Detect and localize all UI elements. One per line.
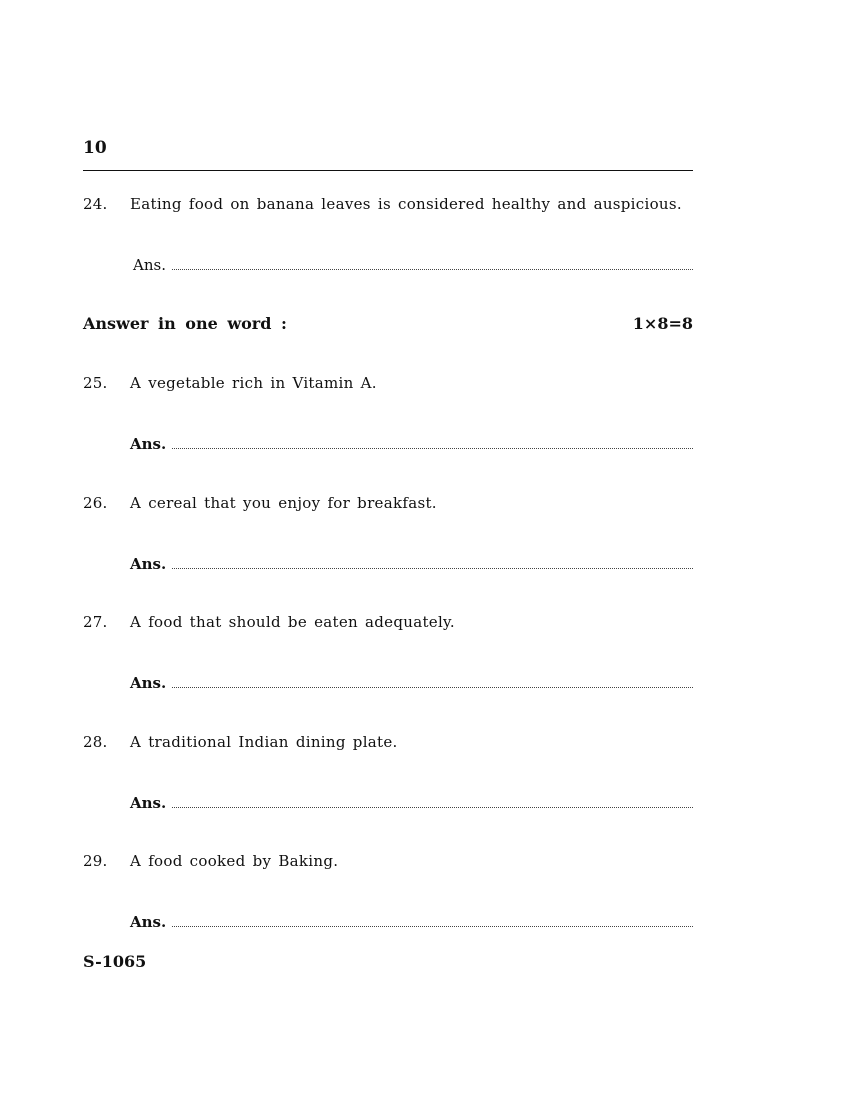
- question-27-answer-line[interactable]: [130, 672, 693, 692]
- answer-label: Ans.: [130, 913, 167, 931]
- question-24-text: Eating food on banana leaves is considered healthy and auspicious.: [130, 195, 682, 213]
- answer-dotted-line: [172, 269, 693, 270]
- question-24-number: 24.: [83, 195, 108, 213]
- answer-dotted-line: [172, 807, 693, 808]
- answer-label: Ans.: [130, 435, 167, 453]
- question-29-number: 29.: [83, 852, 108, 870]
- question-27-text: A food that should be eaten adequately.: [130, 613, 455, 631]
- question-25-text: A vegetable rich in Vitamin A.: [130, 374, 377, 392]
- answer-dotted-line: [172, 687, 693, 688]
- question-28-text: A traditional Indian dining plate.: [130, 733, 398, 751]
- question-29-answer-line[interactable]: [130, 911, 693, 931]
- section-marks: 1×8=8: [632, 314, 693, 333]
- paper-code: S-1065: [83, 952, 147, 971]
- question-28-answer-line[interactable]: [130, 792, 693, 812]
- answer-label: Ans.: [133, 256, 166, 274]
- answer-dotted-line: [172, 448, 693, 449]
- answer-label: Ans.: [130, 794, 167, 812]
- answer-label: Ans.: [130, 674, 167, 692]
- question-26-number: 26.: [83, 494, 108, 512]
- question-29-text: A food cooked by Baking.: [130, 852, 339, 870]
- page-number: 10: [83, 138, 107, 158]
- question-26-answer-line[interactable]: [130, 553, 693, 573]
- header-divider: [83, 170, 693, 171]
- answer-label: Ans.: [130, 555, 167, 573]
- question-27-number: 27.: [83, 613, 108, 631]
- question-24-answer-line[interactable]: [133, 254, 693, 274]
- question-25-number: 25.: [83, 374, 108, 392]
- answer-dotted-line: [172, 926, 693, 927]
- section-heading: Answer in one word :: [83, 314, 287, 333]
- answer-dotted-line: [172, 568, 693, 569]
- question-28-number: 28.: [83, 733, 108, 751]
- question-25-answer-line[interactable]: [130, 433, 693, 453]
- question-26-text: A cereal that you enjoy for breakfast.: [130, 494, 437, 512]
